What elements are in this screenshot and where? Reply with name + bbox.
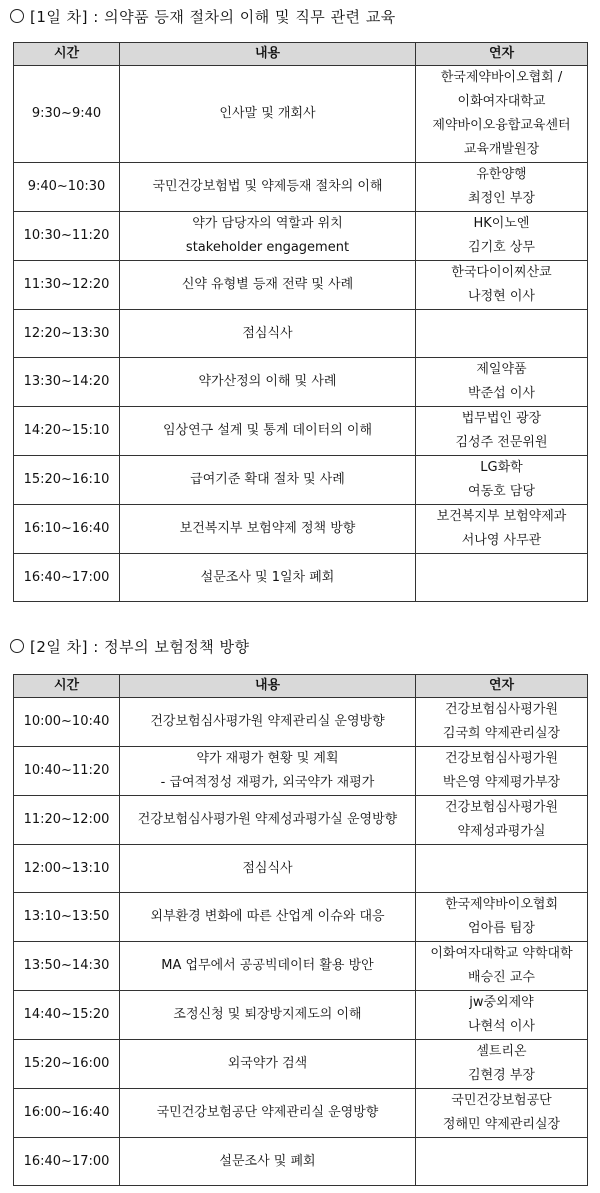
content-cell [120, 212, 416, 261]
content-cell [120, 942, 416, 991]
content-line: 보건복지부 보험약제 정책 방향 [179, 521, 356, 536]
speaker-cell [416, 358, 588, 407]
time-cell [14, 163, 120, 212]
speaker-line: 이화여자대학교 약학대학 [430, 946, 573, 961]
speaker-cell [416, 1089, 588, 1138]
speaker-line: 나현석 이사 [468, 1019, 535, 1034]
time-text: 13:50~14:30 [23, 958, 110, 973]
time-text: 13:30~14:20 [23, 374, 110, 389]
speaker-line: 법무법인 광장 [461, 411, 542, 426]
content-line: 국민건강보험법 및 약제등재 절차의 이해 [152, 179, 383, 194]
speaker-line: 건강보험심사평가원 [444, 751, 559, 766]
speaker-cell [416, 893, 588, 942]
content-line: 외부환경 변화에 따른 산업계 이슈와 대응 [150, 909, 385, 924]
time-cell [14, 456, 120, 505]
speaker-cell [416, 212, 588, 261]
speaker-line: 여동호 담당 [468, 484, 535, 499]
table-row [14, 942, 588, 991]
header-speaker: 연자 [416, 43, 588, 66]
time-cell [14, 554, 120, 602]
speaker-line: 셀트리온 [476, 1044, 527, 1059]
content-line: 약가 재평가 현황 및 계획 [196, 751, 339, 766]
time-cell [14, 505, 120, 554]
speaker-line: 김국희 약제관리실장 [442, 726, 561, 741]
content-line: 설문조사 및 1일차 폐회 [200, 569, 335, 585]
table-header-row [14, 675, 588, 698]
speaker-cell [416, 505, 588, 554]
speaker-line: 정해민 약제관리실장 [442, 1117, 561, 1132]
day2-title-text: [2일 차] : 정부의 보험정책 방향 [30, 638, 250, 656]
content-cell [120, 1138, 416, 1186]
time-text: 15:20~16:00 [23, 1056, 110, 1071]
time-cell [14, 942, 120, 991]
content-line: 외국약가 검색 [227, 1056, 308, 1071]
table-row [14, 554, 588, 602]
time-text: 16:40~17:00 [23, 569, 110, 585]
speaker-cell [416, 554, 588, 602]
content-line: 급여기준 확대 절차 및 사례 [190, 472, 345, 487]
content-line: 인사말 및 개회사 [219, 106, 316, 121]
speaker-line: 이화여자대학교 [457, 94, 546, 109]
table-row [14, 163, 588, 212]
speaker-cell [416, 1040, 588, 1089]
content-line: - 급여적정성 재평가, 외국약가 재평가 [160, 775, 375, 790]
table-row [14, 407, 588, 456]
content-line: 점심식사 [242, 325, 293, 341]
content-line: 점심식사 [242, 860, 293, 876]
time-text: 16:10~16:40 [23, 521, 110, 536]
speaker-line: 박은영 약제평가부장 [442, 775, 561, 790]
table-header-row [14, 43, 588, 66]
table-row [14, 505, 588, 554]
day1-title-text: [1일 차] : 의약품 등재 절차의 이해 및 직무 관련 교육 [30, 8, 396, 26]
table-row [14, 796, 588, 845]
content-cell [120, 310, 416, 358]
content-cell [120, 261, 416, 310]
speaker-cell [416, 310, 588, 358]
time-text: 10:30~11:20 [23, 228, 110, 243]
content-cell [120, 163, 416, 212]
time-text: 11:20~12:00 [23, 812, 110, 827]
speaker-line: 한국제약바이오협회 [444, 897, 559, 912]
content-line: 건강보험심사평가원 약제관리실 운영방향 [150, 714, 385, 729]
time-text: 9:40~10:30 [27, 179, 106, 194]
table-row [14, 991, 588, 1040]
speaker-cell [416, 991, 588, 1040]
table-row [14, 845, 588, 893]
speaker-cell [416, 66, 588, 163]
speaker-line: HK이노엔 [473, 216, 530, 231]
speaker-cell [416, 747, 588, 796]
time-text: 16:40~17:00 [23, 1153, 110, 1169]
time-cell [14, 66, 120, 163]
time-cell [14, 1138, 120, 1186]
time-cell [14, 698, 120, 747]
speaker-cell [416, 163, 588, 212]
content-cell [120, 358, 416, 407]
time-text: 11:30~12:20 [23, 277, 110, 292]
speaker-cell [416, 942, 588, 991]
content-cell [120, 554, 416, 602]
time-cell [14, 991, 120, 1040]
time-text: 15:20~16:10 [23, 472, 110, 487]
speaker-line: 건강보험심사평가원 [444, 800, 559, 815]
content-cell [120, 845, 416, 893]
time-cell [14, 893, 120, 942]
time-text: 16:00~16:40 [23, 1105, 110, 1120]
speaker-line: 한국제약바이오협회 / [440, 70, 563, 85]
speaker-cell [416, 261, 588, 310]
table-row [14, 212, 588, 261]
time-cell [14, 845, 120, 893]
speaker-line: 김기호 상무 [468, 240, 535, 255]
time-cell [14, 407, 120, 456]
content-cell [120, 747, 416, 796]
content-line: MA 업무에서 공공빅데이터 활용 방안 [161, 958, 374, 973]
content-line: stakeholder engagement [185, 240, 350, 255]
speaker-cell [416, 407, 588, 456]
speaker-cell [416, 845, 588, 893]
table-row [14, 893, 588, 942]
day2-schedule-table [13, 674, 588, 1186]
speaker-line: 엄아름 팀장 [468, 921, 535, 936]
content-cell [120, 1040, 416, 1089]
content-line: 조정신청 및 퇴장방지제도의 이해 [173, 1007, 362, 1022]
header-time: 시간 [14, 675, 120, 698]
table-row [14, 1138, 588, 1186]
content-cell [120, 407, 416, 456]
day2-title [10, 636, 250, 657]
table-row [14, 1089, 588, 1138]
circle-bullet-icon [10, 639, 24, 653]
content-cell [120, 991, 416, 1040]
time-text: 13:10~13:50 [23, 909, 110, 924]
speaker-line: 교육개발원장 [463, 142, 540, 157]
speaker-line: 박준섭 이사 [468, 386, 535, 401]
table-row [14, 698, 588, 747]
time-text: 10:40~11:20 [23, 763, 110, 778]
speaker-line: jw중외제약 [469, 995, 534, 1010]
content-cell [120, 698, 416, 747]
time-text: 14:20~15:10 [23, 423, 110, 438]
time-cell [14, 796, 120, 845]
time-cell [14, 310, 120, 358]
table-row [14, 1040, 588, 1089]
content-line: 건강보험심사평가원 약제성과평가실 운영방향 [137, 812, 398, 827]
speaker-line: 한국다이이찌산쿄 [451, 265, 552, 280]
speaker-cell [416, 698, 588, 747]
content-line: 약가 담당자의 역할과 위치 [192, 216, 343, 231]
speaker-line: 김현경 부장 [468, 1068, 535, 1083]
circle-bullet-icon [10, 9, 24, 23]
time-cell [14, 261, 120, 310]
speaker-line: LG화학 [480, 460, 523, 475]
time-cell [14, 1040, 120, 1089]
time-cell [14, 747, 120, 796]
table-row [14, 66, 588, 163]
time-cell [14, 212, 120, 261]
speaker-line: 배승진 교수 [468, 970, 535, 985]
speaker-line: 김성주 전문위원 [455, 435, 548, 450]
header-speaker: 연자 [416, 675, 588, 698]
speaker-line: 제일약품 [476, 362, 527, 377]
speaker-line: 유한양행 [476, 167, 527, 182]
header-content: 내용 [120, 675, 416, 698]
speaker-line: 국민건강보험공단 [451, 1093, 552, 1108]
speaker-cell [416, 456, 588, 505]
content-line: 신약 유형별 등재 전략 및 사례 [181, 277, 354, 292]
content-cell [120, 66, 416, 163]
time-text: 12:20~13:30 [23, 325, 110, 341]
content-line: 약가산정의 이해 및 사례 [198, 374, 337, 389]
speaker-line: 나정현 이사 [468, 289, 535, 304]
speaker-cell [416, 796, 588, 845]
header-content: 내용 [120, 43, 416, 66]
time-cell [14, 358, 120, 407]
speaker-line: 건강보험심사평가원 [444, 702, 559, 717]
time-text: 10:00~10:40 [23, 714, 110, 729]
content-line: 국민건강보험공단 약제관리실 운영방향 [156, 1105, 379, 1120]
speaker-line: 최정인 부장 [468, 191, 535, 206]
time-cell [14, 1089, 120, 1138]
time-text: 12:00~13:10 [23, 860, 110, 876]
content-cell [120, 505, 416, 554]
table-row [14, 261, 588, 310]
time-text: 14:40~15:20 [23, 1007, 110, 1022]
table-row [14, 358, 588, 407]
table-row [14, 310, 588, 358]
content-line: 설문조사 및 폐회 [219, 1153, 316, 1169]
speaker-line: 제약바이오융합교육센터 [432, 118, 571, 133]
table-row [14, 747, 588, 796]
speaker-line: 약제성과평가실 [457, 824, 546, 839]
speaker-line: 서나영 사무관 [461, 533, 542, 548]
content-cell [120, 796, 416, 845]
day1-title [10, 6, 396, 27]
time-text: 9:30~9:40 [31, 106, 102, 121]
table-row [14, 456, 588, 505]
content-cell [120, 893, 416, 942]
content-cell [120, 1089, 416, 1138]
content-cell [120, 456, 416, 505]
speaker-line: 보건복지부 보험약제과 [436, 509, 567, 524]
header-time: 시간 [14, 43, 120, 66]
speaker-cell [416, 1138, 588, 1186]
day1-schedule-table [13, 42, 588, 602]
content-line: 임상연구 설계 및 통계 데이터의 이해 [162, 423, 373, 438]
